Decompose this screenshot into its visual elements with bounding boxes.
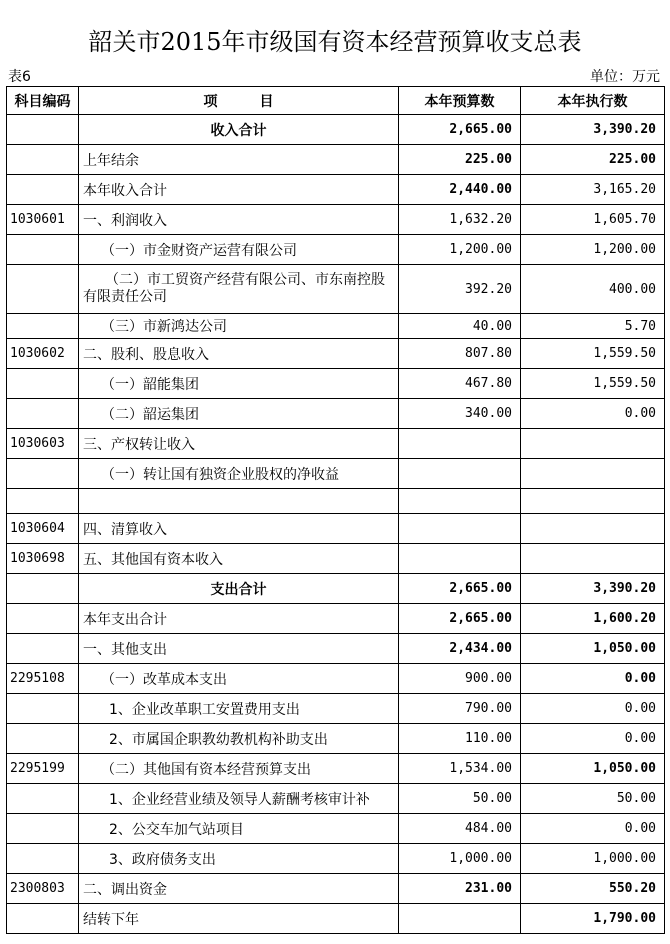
cell-code: 1030698	[7, 544, 79, 574]
table-row	[7, 235, 665, 265]
cell-exec: 5.70	[521, 314, 665, 339]
table-row	[7, 754, 665, 784]
cell-item: 一、其他支出	[79, 634, 399, 664]
table-row	[7, 604, 665, 634]
cell-exec: 1,559.50	[521, 339, 665, 369]
cell-budget: 2,434.00	[399, 634, 521, 664]
cell-exec: 1,559.50	[521, 369, 665, 399]
cell-code: 1030603	[7, 429, 79, 459]
cell-exec: 1,000.00	[521, 844, 665, 874]
table-row	[7, 694, 665, 724]
cell-item: （二）其他国有资本经营预算支出	[79, 754, 399, 784]
cell-item: 四、清算收入	[79, 514, 399, 544]
cell-exec: 50.00	[521, 784, 665, 814]
table-row	[7, 904, 665, 934]
cell-budget: 225.00	[399, 145, 521, 175]
cell-item: （三）市新鸿达公司	[79, 314, 399, 339]
cell-item: 1、企业改革职工安置费用支出	[79, 694, 399, 724]
cell-exec: 400.00	[521, 265, 665, 314]
cell-budget: 790.00	[399, 694, 521, 724]
cell-code	[7, 574, 79, 604]
cell-budget: 392.20	[399, 265, 521, 314]
cell-exec: 1,600.20	[521, 604, 665, 634]
cell-code	[7, 369, 79, 399]
cell-item: （一）韶能集团	[79, 369, 399, 399]
table-number: 表6	[8, 69, 31, 85]
cell-exec: 1,790.00	[521, 904, 665, 934]
table-row	[7, 145, 665, 175]
cell-budget: 2,665.00	[399, 604, 521, 634]
cell-exec	[521, 489, 665, 514]
cell-item: 一、利润收入	[79, 205, 399, 235]
cell-item: 本年收入合计	[79, 175, 399, 205]
table-row	[7, 265, 665, 314]
cell-code: 1030604	[7, 514, 79, 544]
cell-budget: 40.00	[399, 314, 521, 339]
cell-exec: 0.00	[521, 399, 665, 429]
cell-budget: 467.80	[399, 369, 521, 399]
table-row	[7, 784, 665, 814]
cell-code	[7, 145, 79, 175]
cell-item: 结转下年	[79, 904, 399, 934]
cell-code	[7, 694, 79, 724]
cell-code	[7, 265, 79, 314]
cell-item: 2、市属国企职教幼教机构补助支出	[79, 724, 399, 754]
cell-budget: 1,632.20	[399, 205, 521, 235]
cell-budget: 900.00	[399, 664, 521, 694]
table-row	[7, 664, 665, 694]
table-row	[7, 574, 665, 604]
table-row	[7, 724, 665, 754]
cell-exec	[521, 459, 665, 489]
cell-code: 1030602	[7, 339, 79, 369]
header-item: 项 目	[79, 87, 399, 115]
table-row	[7, 874, 665, 904]
table-row	[7, 489, 665, 514]
cell-budget	[399, 544, 521, 574]
cell-budget: 50.00	[399, 784, 521, 814]
table-row	[7, 175, 665, 205]
cell-item: 收入合计	[79, 115, 399, 145]
cell-code: 2300803	[7, 874, 79, 904]
cell-code	[7, 175, 79, 205]
cell-item: 支出合计	[79, 574, 399, 604]
cell-item: （一）转让国有独资企业股权的净收益	[79, 459, 399, 489]
table-row	[7, 115, 665, 145]
cell-code	[7, 399, 79, 429]
header-budget: 本年预算数	[399, 87, 521, 115]
table-row	[7, 339, 665, 369]
cell-budget	[399, 904, 521, 934]
cell-item: 五、其他国有资本收入	[79, 544, 399, 574]
cell-item: 三、产权转让收入	[79, 429, 399, 459]
cell-item: （二）市工贸资产经营有限公司、市东南控股有限责任公司	[79, 265, 399, 314]
cell-item: 本年支出合计	[79, 604, 399, 634]
cell-code	[7, 814, 79, 844]
table-row	[7, 459, 665, 489]
cell-code	[7, 634, 79, 664]
cell-budget	[399, 459, 521, 489]
cell-item: （一）市金财资产运营有限公司	[79, 235, 399, 265]
cell-budget: 1,000.00	[399, 844, 521, 874]
cell-exec: 1,605.70	[521, 205, 665, 235]
cell-exec: 0.00	[521, 724, 665, 754]
unit-label: 单位：万元	[590, 69, 660, 85]
cell-budget: 484.00	[399, 814, 521, 844]
cell-item: 二、股利、股息收入	[79, 339, 399, 369]
cell-budget	[399, 489, 521, 514]
table-row	[7, 514, 665, 544]
cell-item: 二、调出资金	[79, 874, 399, 904]
cell-budget: 2,440.00	[399, 175, 521, 205]
cell-code: 1030601	[7, 205, 79, 235]
cell-exec: 3,390.20	[521, 115, 665, 145]
cell-budget: 1,200.00	[399, 235, 521, 265]
cell-budget	[399, 514, 521, 544]
cell-item	[79, 489, 399, 514]
cell-code	[7, 724, 79, 754]
cell-exec: 3,165.20	[521, 175, 665, 205]
cell-budget	[399, 429, 521, 459]
cell-code	[7, 459, 79, 489]
table-row	[7, 399, 665, 429]
cell-exec: 0.00	[521, 664, 665, 694]
cell-item: （一）改革成本支出	[79, 664, 399, 694]
cell-code	[7, 115, 79, 145]
cell-exec: 1,050.00	[521, 634, 665, 664]
budget-table	[6, 86, 665, 934]
cell-item: 3、政府债务支出	[79, 844, 399, 874]
cell-code: 2295108	[7, 664, 79, 694]
cell-code	[7, 489, 79, 514]
cell-budget: 2,665.00	[399, 115, 521, 145]
table-row	[7, 205, 665, 235]
cell-budget: 340.00	[399, 399, 521, 429]
cell-exec	[521, 544, 665, 574]
cell-item: （二）韶运集团	[79, 399, 399, 429]
cell-item: 1、企业经营业绩及领导人薪酬考核审计补	[79, 784, 399, 814]
cell-code	[7, 904, 79, 934]
cell-exec: 550.20	[521, 874, 665, 904]
table-row	[7, 814, 665, 844]
cell-exec	[521, 429, 665, 459]
cell-code	[7, 235, 79, 265]
cell-item: 2、公交车加气站项目	[79, 814, 399, 844]
cell-budget: 110.00	[399, 724, 521, 754]
cell-exec	[521, 514, 665, 544]
header-exec: 本年执行数	[521, 87, 665, 115]
table-row	[7, 634, 665, 664]
cell-budget: 1,534.00	[399, 754, 521, 784]
cell-exec: 1,200.00	[521, 235, 665, 265]
header-row	[7, 87, 665, 115]
cell-item: 上年结余	[79, 145, 399, 175]
table-row	[7, 314, 665, 339]
cell-code	[7, 314, 79, 339]
table-row	[7, 844, 665, 874]
cell-budget: 2,665.00	[399, 574, 521, 604]
header-code: 科目编码	[7, 87, 79, 115]
cell-exec: 0.00	[521, 694, 665, 724]
table-row	[7, 429, 665, 459]
cell-exec: 1,050.00	[521, 754, 665, 784]
table-row	[7, 544, 665, 574]
cell-code	[7, 604, 79, 634]
cell-exec: 0.00	[521, 814, 665, 844]
cell-code: 2295199	[7, 754, 79, 784]
cell-code	[7, 844, 79, 874]
page-title: 韶关市2015年市级国有资本经营预算收支总表	[88, 28, 582, 56]
cell-budget: 231.00	[399, 874, 521, 904]
table-row	[7, 369, 665, 399]
cell-exec: 3,390.20	[521, 574, 665, 604]
cell-budget: 807.80	[399, 339, 521, 369]
cell-code	[7, 784, 79, 814]
cell-exec: 225.00	[521, 145, 665, 175]
